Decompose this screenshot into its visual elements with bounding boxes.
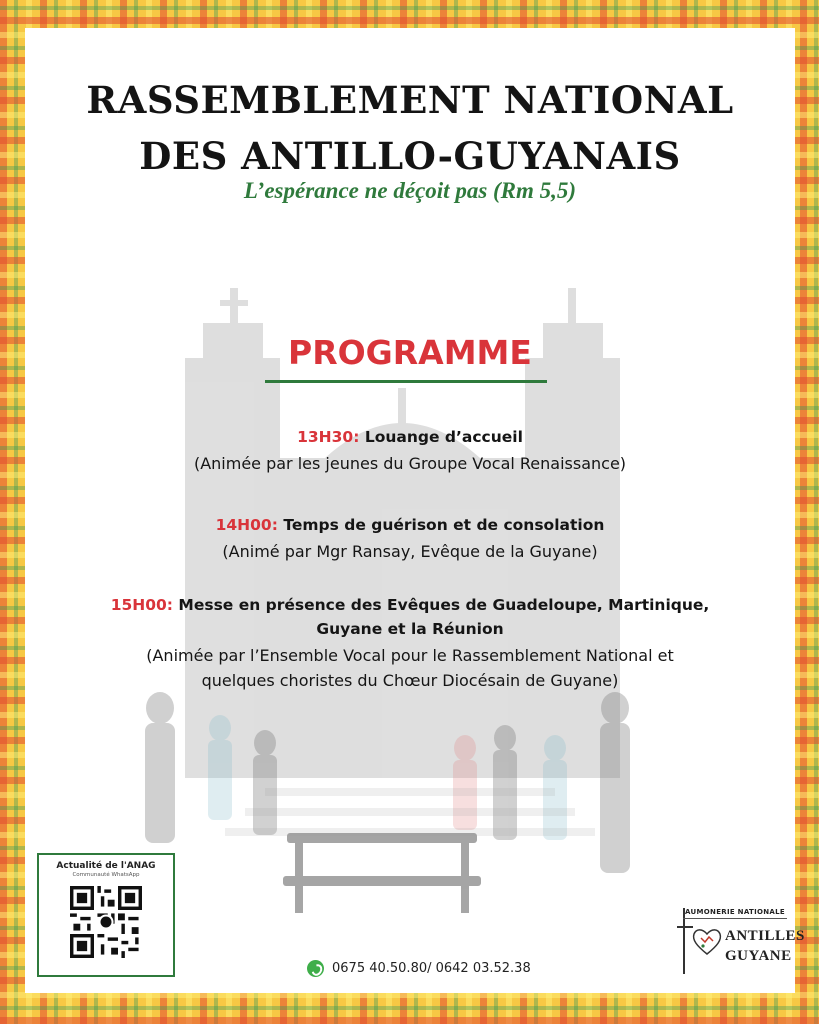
item-3-heading: [25, 593, 795, 617]
item-2-heading: [25, 513, 795, 537]
item-3-description-line-1: (Animée par l’Ensemble Vocal pour le Rassemblement National et: [146, 646, 674, 665]
item-1-heading: [25, 425, 795, 449]
programme-item-3: [25, 593, 795, 693]
programme-item-1: [25, 425, 795, 476]
item-2-description: (Animé par Mgr Ransay, Evêque de la Guyane): [222, 542, 598, 561]
item-3-title-line-2: Guyane et la Réunion: [316, 620, 504, 638]
whatsapp-icon: [307, 960, 324, 977]
item-3-title-line-1: Messe en présence des Evêques de Guadeloupe, Martinique,: [178, 596, 710, 614]
poster: [25, 28, 805, 993]
page-title: [25, 72, 795, 184]
logo-line-1: ANTILLES: [725, 928, 805, 944]
item-3-description-line-2: quelques choristes du Chœur Diocésain de Guyane): [201, 671, 619, 690]
item-1-title: Louange d’accueil: [364, 428, 523, 446]
item-1-description: (Animée par les jeunes du Groupe Vocal Renaissance): [193, 454, 627, 473]
logo-line-2: GUYANE: [725, 948, 792, 964]
item-2-time: 14H00:: [215, 516, 278, 534]
qr-title: Actualité de l'ANAG: [56, 861, 156, 871]
programme-underline: [265, 380, 547, 383]
item-2-title: Temps de guérison et de consolation: [283, 516, 605, 534]
title-line-2: DES ANTILLO-GUYANAIS: [139, 134, 681, 178]
programme-item-2: [25, 513, 795, 564]
phone-numbers[interactable]: 0675 40.50.80/ 0642 03.52.38: [332, 961, 531, 976]
contact-info: [307, 960, 531, 977]
qr-code-icon[interactable]: [70, 886, 142, 958]
item-1-time: 13H30:: [297, 428, 360, 446]
logo-top-text: AUMONERIE NATIONALE: [683, 908, 787, 919]
qr-code-card[interactable]: [37, 853, 175, 977]
heart-map-icon: [691, 926, 723, 956]
subtitle: L’espérance ne déçoit pas (Rm 5,5): [243, 178, 577, 203]
item-3-time: 15H00:: [110, 596, 173, 614]
qr-subtitle: Communauté WhatsApp: [72, 872, 140, 878]
programme-heading: PROGRAMME: [288, 333, 532, 372]
title-line-1: RASSEMBLEMENT NATIONAL: [86, 78, 734, 122]
aumonerie-logo: [675, 904, 805, 982]
